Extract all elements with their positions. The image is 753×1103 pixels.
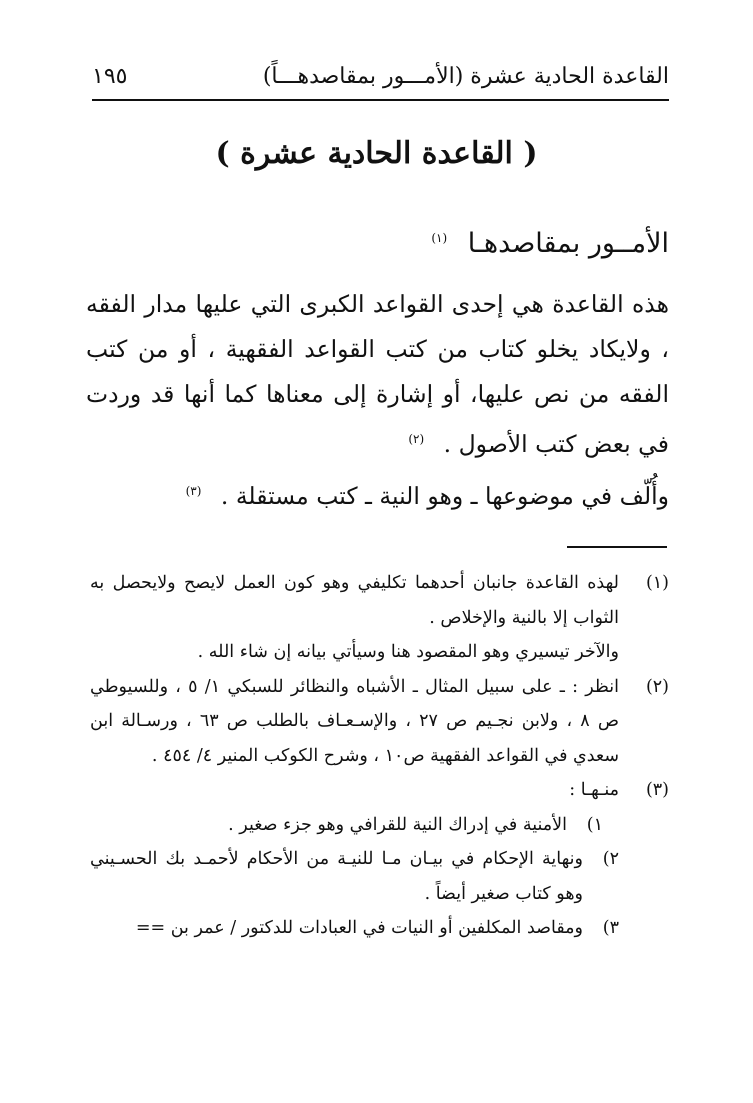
footnote-3-item-2 (90, 842, 669, 911)
running-header (92, 56, 669, 96)
paragraph-1-line: الفقه من نص عليها، أو إشارة إلى معناها كما أنها قد وردت في (86, 380, 669, 458)
footnote-1-continuation: والآخر تيسيري وهو المقصود هنا وسيأتي بيانه إن شاء الله . (197, 642, 619, 662)
footnote-3-item-1 (90, 808, 669, 843)
paragraph-2-text: وأُلّف في موضوعها ـ وهو النية ـ كتب مستقلة . (220, 481, 669, 510)
footnote-divider (567, 546, 667, 548)
chapter-title: ( القاعدة الحادية عشرة ) (215, 136, 538, 171)
footnote-number: (١) (645, 573, 669, 593)
footnote-number: (٢) (645, 676, 669, 697)
header-divider (92, 99, 669, 101)
paragraph-1-line: هذه القاعدة هي إحدى القواعد الكبرى التي عليها مدار (144, 290, 669, 318)
footnote-number: (٣) (645, 780, 669, 800)
footnote-line: سعدي في القواعد الفقهية ص١٠ ، وشرح الكوكب المنير ٤/ ٤٥٤ . (151, 745, 619, 766)
item-line: ونهاية الإحكام في بيـان مـا للنيـة من الأحكام لأحمـد بك الحسـيني (90, 849, 583, 869)
paragraph-1-line: الفقه ، ولايكاد يخلو كتاب من كتب القواعد الفقهية ، أو من كتب (86, 290, 669, 363)
footnote-ref-1[interactable]: (١) (431, 231, 448, 245)
footnote-body (90, 566, 619, 635)
footnotes (90, 566, 669, 946)
footnote-2 (90, 670, 669, 774)
page-number: ١٩٥ (92, 63, 128, 89)
footnote-body (90, 773, 619, 808)
item-number: ١) (586, 814, 603, 835)
footnote-line: انظر : ـ على سبيل المثال ـ الأشباه والنظائر للسبكي ١/ ٥ ، وللسيوطي (90, 676, 619, 697)
item-number: ٣) (602, 918, 619, 938)
item-line: الأمنية في إدراك النية للقرافي وهو جزء صغير . (228, 814, 567, 835)
paragraph-1 (86, 282, 669, 467)
running-title: القاعدة الحادية عشرة (الأمـــور بمقاصدهـــاً) (262, 63, 669, 89)
footnote-1 (90, 566, 669, 635)
rule-heading (92, 228, 669, 259)
item-body (90, 808, 567, 843)
footnote-ref-3[interactable]: (٣) (185, 483, 202, 498)
paragraph-2 (86, 469, 669, 519)
footnote-line: ص ٨ ، ولابن نجـيم ص ٢٧ ، والإسـعـاف بالطلب ص ٦٣ ، ورسـالة ابن (90, 711, 619, 731)
item-line: ومقاصد المكلفين أو النيات في العبادات للدكتور / عمر بن == (135, 918, 583, 938)
footnote-3 (90, 773, 669, 808)
footnote-body (90, 670, 619, 774)
main-text (86, 282, 669, 519)
footnote-3-item-3 (90, 911, 669, 946)
footnote-intro: منـهـا : (569, 780, 619, 800)
item-number: ٢) (602, 849, 619, 869)
footnote-line: لهذه القاعدة جانبان أحدهما تكليفي وهو كون العمل لايصح ولايحصل به (90, 573, 619, 593)
footnote-line: الثواب إلا بالنية والإخلاص . (429, 607, 619, 628)
item-line: وهو كتاب صغير أيضاً . (424, 883, 583, 904)
rule-name: الأمــور بمقاصدهـا (467, 228, 669, 259)
item-body (90, 842, 583, 911)
item-body (90, 911, 583, 946)
footnote-ref-2[interactable]: (٢) (408, 432, 425, 446)
paragraph-1-line: بعض كتب الأصول . (443, 429, 631, 458)
